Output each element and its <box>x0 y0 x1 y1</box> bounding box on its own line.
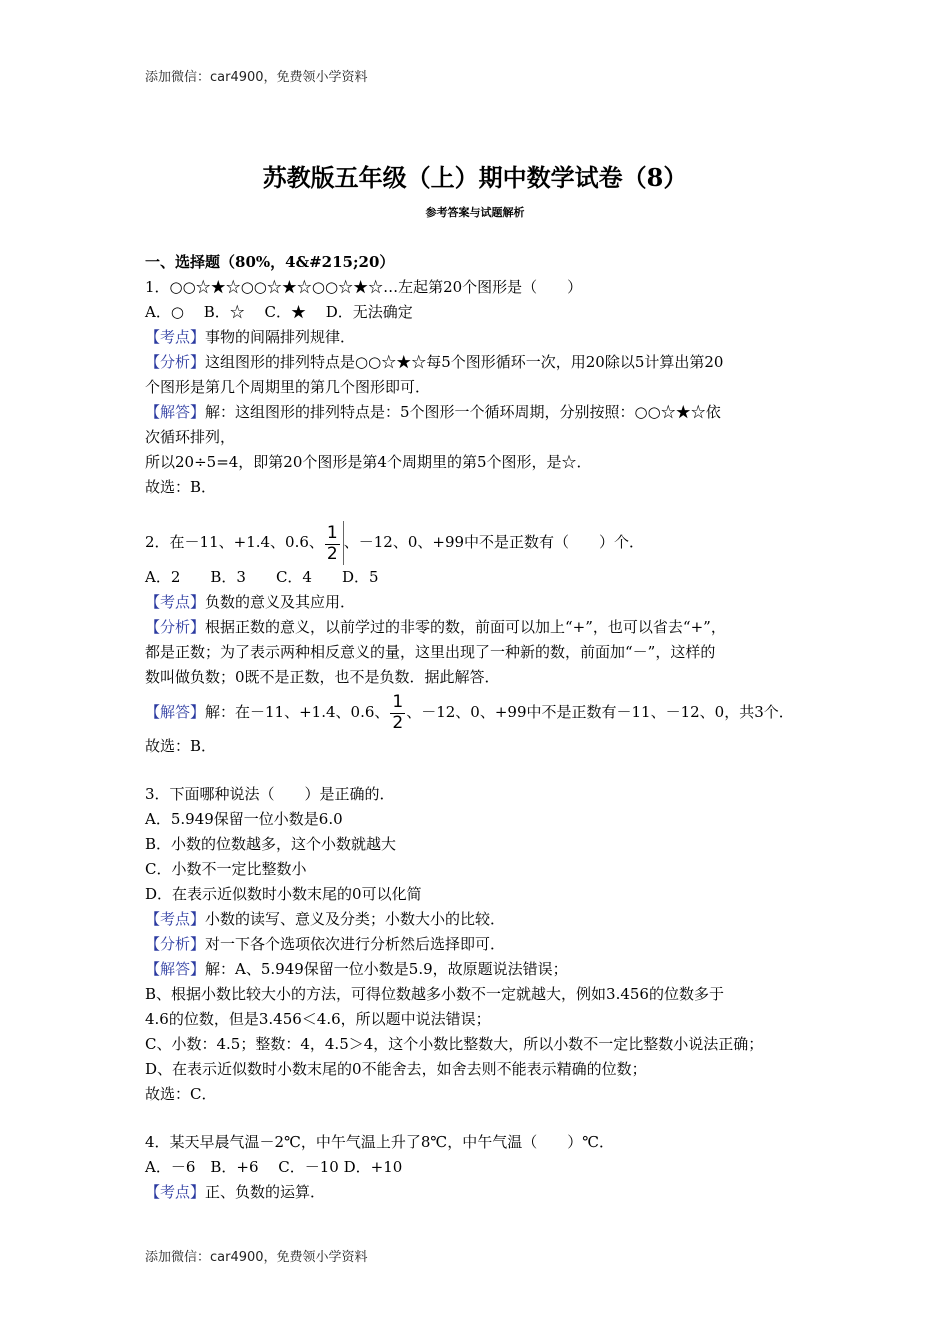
fraction-one-half: $\frac{1}{2}$ <box>392 692 404 733</box>
q3-jieda: 【解答】解：A、5.949保留一位小数是5.9，故原题说法错误； <box>145 960 568 978</box>
q2-kaodian: 【考点】负数的意义及其应用． <box>145 593 356 611</box>
page-footer: 添加微信：car4900，免费领小学资料 <box>145 1250 368 1265</box>
q1-jieda: 【解答】解：这组图形的排列特点是：5个图形一个循环周期，分别按照：○○☆★☆依 <box>145 403 721 421</box>
q2-jieda: 【解答】解：在－11、+1.4、0.6、 $\frac{1}{2}$ 、－12、0、+99中不是正数有－11、－12、0，共3个． <box>145 692 794 733</box>
q2-fenxi-cont1: 都是正数；为了表示两种相反意义的量，这里出现了一种新的数，前面加“－”，这样的 <box>145 643 716 661</box>
q3-option-d: D．在表示近似数时小数末尾的0可以化简 <box>145 885 422 903</box>
q1-stem: 1．○○☆★☆○○☆★☆○○☆★☆…左起第20个图形是（ ） <box>145 278 583 296</box>
q1-fenxi-cont: 个图形是第几个周期里的第几个图形即可． <box>145 378 431 396</box>
q3-kaodian: 【考点】小数的读写、意义及分类；小数大小的比较． <box>145 910 506 928</box>
q1-kaodian: 【考点】事物的间隔排列规律． <box>145 328 356 346</box>
q2-fenxi-cont2: 数叫做负数；0既不是正数，也不是负数．据此解答． <box>145 668 500 686</box>
q3-line-d: D、在表示近似数时小数末尾的0不能舍去，如舍去则不能表示精确的位数； <box>145 1060 647 1078</box>
q4-stem: 4．某天早晨气温－2℃，中午气温上升了8℃，中午气温（ ）℃． <box>145 1133 614 1151</box>
q3-line-c: C、小数：4.5；整数：4，4.5＞4，这个小数比整数大，所以小数不一定比整数小说法正确； <box>145 1035 764 1053</box>
q4-options: A．－6 B．+6 C．－10 D．+10 <box>145 1158 403 1176</box>
q3-answer: 故选：C． <box>145 1085 217 1103</box>
q3-option-a: A．5.949保留一位小数是6.0 <box>145 810 343 828</box>
q3-line-b2: 4.6的位数，但是3.456＜4.6，所以题中说法错误； <box>145 1010 491 1028</box>
document-body <box>145 250 825 1205</box>
tag-kaodian: 【考点】 <box>145 328 206 346</box>
q1-jieda-cont: 次循环排列， <box>145 428 236 446</box>
fraction-one-half: $\frac{1}{2}$ <box>326 523 338 564</box>
q2-fenxi: 【分析】根据正数的意义，以前学过的非零的数，前面可以加上“+”，也可以省去“+”， <box>145 618 726 636</box>
q1-jieda-calc: 所以20÷5=4，即第20个图形是第4个周期里的第5个图形，是☆． <box>145 453 592 471</box>
page-header: 添加微信：car4900，免费领小学资料 <box>145 70 368 85</box>
q1-options: A．○ B．☆ C．★ D．无法确定 <box>145 303 413 321</box>
page-title: 苏教版五年级（上）期中数学试卷（8） <box>262 163 688 192</box>
q3-fenxi: 【分析】对一下各个选项依次进行分析然后选择即可． <box>145 935 506 953</box>
section-title: 一、选择题（80%，4&#215;20） <box>145 253 395 271</box>
q2-options: A．2 B．3 C．4 D．5 <box>145 568 379 586</box>
q3-line-b1: B、根据小数比较大小的方法，可得位数越多小数不一定就越大，例如3.456的位数多于 <box>145 985 724 1003</box>
q2-answer: 故选：B． <box>145 737 217 755</box>
q3-stem: 3．下面哪种说法（ ）是正确的． <box>145 785 395 803</box>
tag-fenxi: 【分析】 <box>145 353 206 371</box>
tag-jieda: 【解答】 <box>145 403 206 421</box>
q1-fenxi: 【分析】这组图形的排列特点是○○☆★☆每5个图形循环一次，用20除以5计算出第20 <box>145 353 724 371</box>
q4-kaodian: 【考点】正、负数的运算． <box>145 1183 326 1201</box>
q3-option-b: B．小数的位数越多，这个小数就越大 <box>145 835 397 853</box>
page-subtitle: 参考答案与试题解析 <box>425 206 525 219</box>
q1-answer: 故选：B． <box>145 478 217 496</box>
q3-option-c: C．小数不一定比整数小 <box>145 860 307 878</box>
q2-stem: 2．在－11、+1.4、0.6、 $\frac{1}{2}$ 、－12、0、+99中不是正数有（ ）个． <box>145 523 645 564</box>
